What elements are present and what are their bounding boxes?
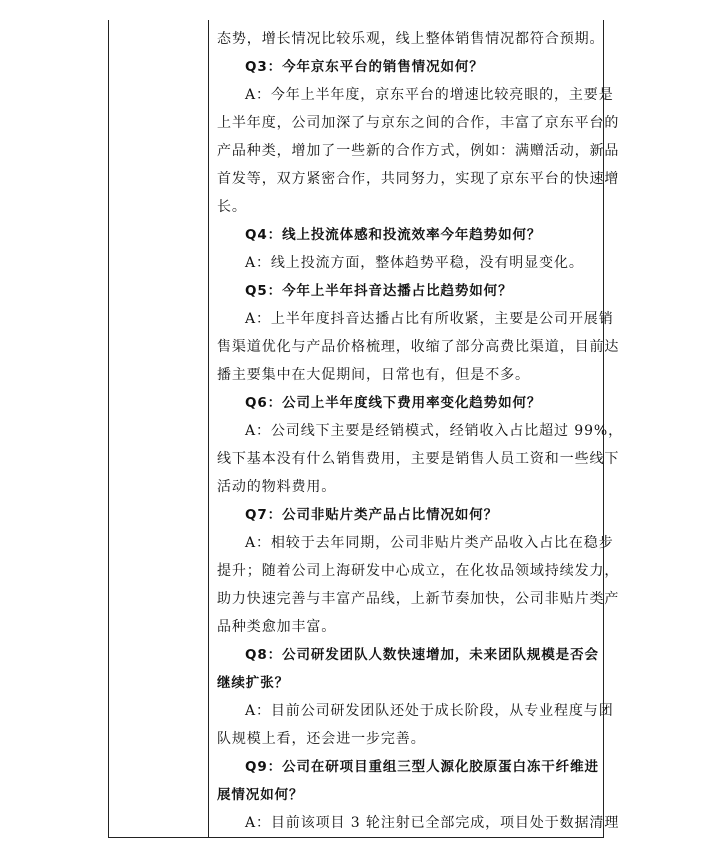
answer-line: 产品种类，增加了一些新的合作方式，例如：满赠活动，新品 bbox=[217, 143, 620, 159]
table-label-column bbox=[109, 20, 209, 837]
answer-line: A：目前公司研发团队还处于成长阶段，从专业程度与团 bbox=[245, 703, 614, 719]
answer-line: A：相较于去年同期，公司非贴片类产品收入占比在稳步 bbox=[245, 535, 614, 551]
answer-line: 长。 bbox=[217, 199, 247, 215]
answer-line: 态势，增长情况比较乐观，线上整体销售情况都符合预期。 bbox=[217, 31, 605, 47]
answer-line: 活动的物料费用。 bbox=[217, 479, 337, 495]
answer-line: A：今年上半年度，京东平台的增速比较亮眼的，主要是 bbox=[245, 87, 614, 103]
answer-line: A：目前该项目 3 轮注射已全部完成，项目处于数据清理 bbox=[245, 815, 620, 831]
question-q7: Q7：公司非贴片类产品占比情况如何？ bbox=[245, 507, 499, 523]
answer-line: 播主要集中在大促期间，日常也有，但是不多。 bbox=[217, 367, 530, 383]
question-q6: Q6：公司上半年度线下费用率变化趋势如何？ bbox=[245, 395, 542, 411]
table-content-column bbox=[209, 20, 623, 837]
answer-line: 售渠道优化与产品价格梳理，收缩了部分高费比渠道，目前达 bbox=[217, 339, 620, 355]
qa-table bbox=[108, 20, 623, 838]
answer-line: 队规模上看，还会进一步完善。 bbox=[217, 731, 426, 747]
question-q9: Q9：公司在研项目重组三型人源化胶原蛋白冻干纤维进 bbox=[245, 759, 599, 775]
answer-line: A：线上投流方面，整体趋势平稳，没有明显变化。 bbox=[245, 255, 584, 271]
answer-line: 线下基本没有什么销售费用，主要是销售人员工资和一些线下 bbox=[217, 451, 620, 467]
answer-line: 品种类愈加丰富。 bbox=[217, 619, 337, 635]
question-q8-cont: 继续扩张？ bbox=[217, 675, 289, 691]
question-q5: Q5：今年上半年抖音达播占比趋势如何？ bbox=[245, 283, 513, 299]
answer-line: 上半年度，公司加深了与京东之间的合作，丰富了京东平台的 bbox=[217, 115, 620, 131]
answer-line: A：上半年度抖音达播占比有所收紧，主要是公司开展销 bbox=[245, 311, 614, 327]
question-q9-cont: 展情况如何？ bbox=[217, 787, 304, 803]
question-q8: Q8：公司研发团队人数快速增加，未来团队规模是否会 bbox=[245, 647, 599, 663]
question-q4: Q4：线上投流体感和投流效率今年趋势如何？ bbox=[245, 227, 542, 243]
question-q3: Q3：今年京东平台的销售情况如何？ bbox=[245, 59, 484, 75]
answer-line: A：公司线下主要是经销模式，经销收入占比超过 99%， bbox=[245, 423, 623, 439]
answer-line: 提升；随着公司上海研发中心成立，在化妆品领域持续发力， bbox=[217, 563, 620, 579]
answer-line: 助力快速完善与丰富产品线，上新节奏加快，公司非贴片类产 bbox=[217, 591, 620, 607]
answer-line: 首发等，双方紧密合作，共同努力，实现了京东平台的快速增 bbox=[217, 171, 620, 187]
